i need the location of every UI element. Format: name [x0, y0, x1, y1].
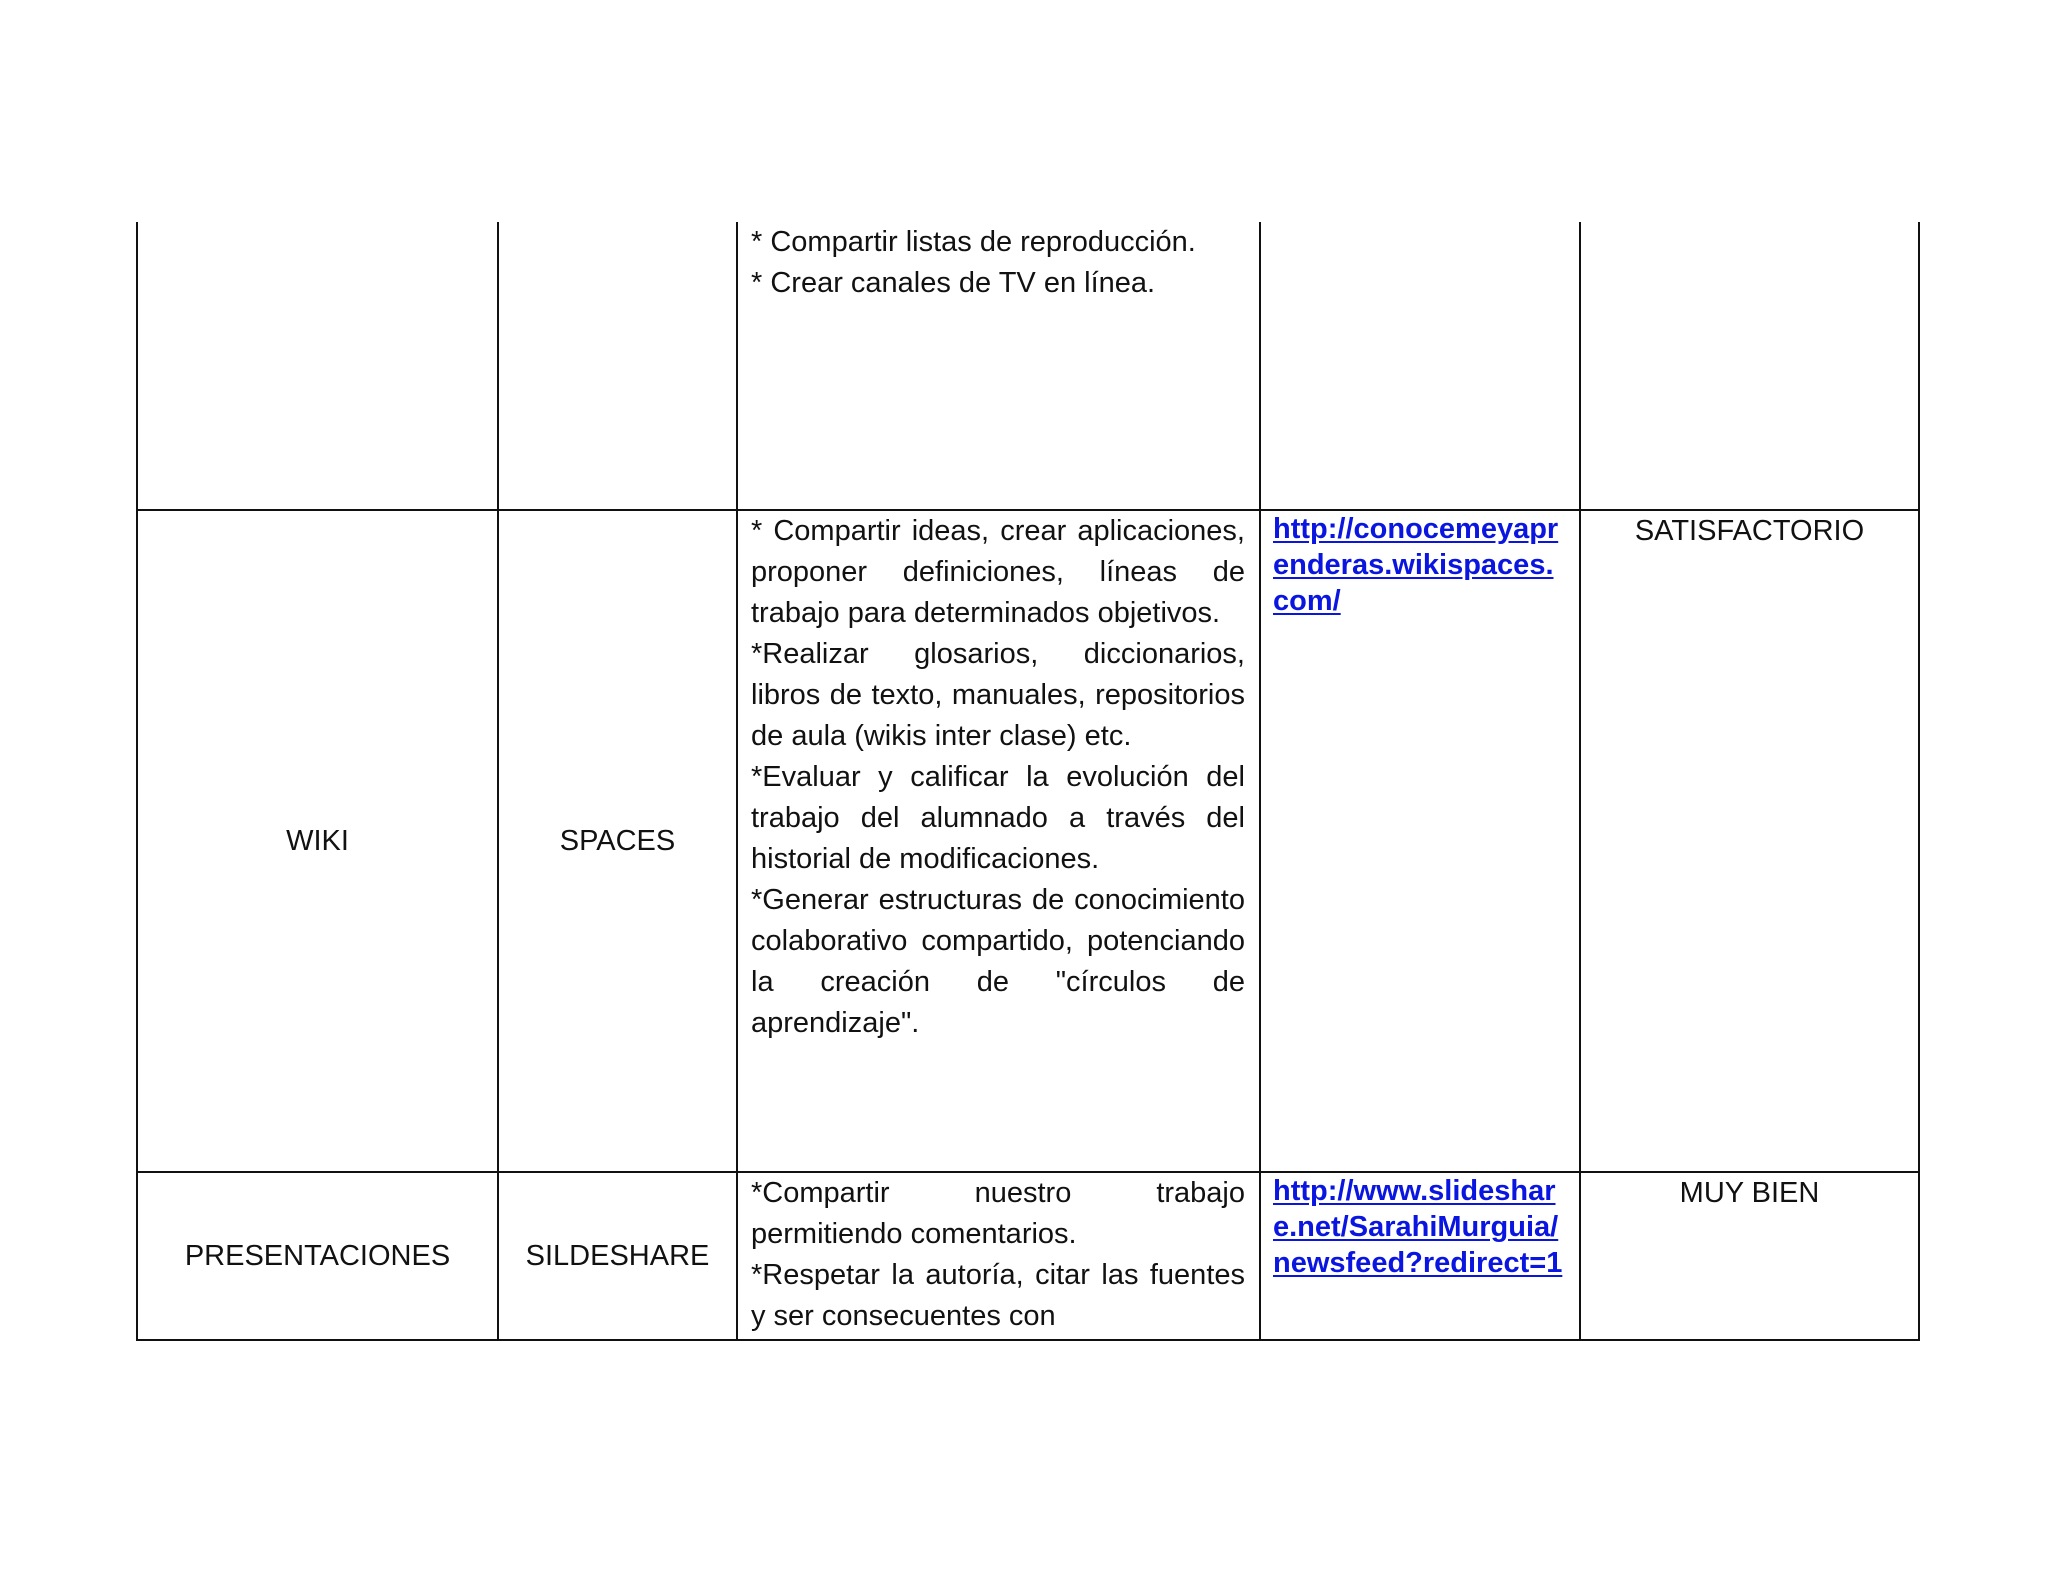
description-item: * Compartir ideas, crear aplicaciones, proponer definiciones, líneas de trabajo para determinados objetivos. [751, 515, 1245, 629]
link-cell [1260, 510, 1580, 1172]
table-row [137, 222, 1919, 510]
tool-cell [498, 510, 737, 1172]
slideshare-link[interactable]: http://www.slideshare.net/SarahiMurguia/newsfeed?redirect=1 [1273, 1175, 1563, 1279]
category-cell [137, 510, 498, 1172]
tool-cell [498, 222, 737, 510]
resources-table [136, 222, 1920, 1341]
tool-label: SPACES [559, 824, 676, 857]
description-item: *Generar estructuras de conocimiento colaborativo compartido, potenciando la creación de "círculos de aprendizaje". [751, 884, 1245, 1039]
description-cell [737, 1172, 1260, 1340]
category-label: PRESENTACIONES [184, 1239, 451, 1272]
table-row [137, 510, 1919, 1172]
description-item: *Realizar glosarios, diccionarios, libros de texto, manuales, repositorios de aula (wikis inter clase) etc. [751, 638, 1245, 752]
description-item: * Crear canales de TV en línea. [751, 267, 1156, 299]
evaluation-cell [1580, 222, 1919, 510]
category-cell [137, 1172, 498, 1340]
link-cell [1260, 1172, 1580, 1340]
evaluation-label: MUY BIEN [1679, 1177, 1820, 1209]
tool-cell [498, 1172, 737, 1340]
tool-label: SILDESHARE [525, 1239, 710, 1272]
description-item: *Evaluar y calificar la evolución del trabajo del alumnado a través del historial de modificaciones. [751, 761, 1245, 875]
description-item: * Compartir listas de reproducción. [751, 226, 1196, 258]
link-cell [1260, 222, 1580, 510]
description-item: *Respetar la autoría, citar las fuentes y ser consecuentes con [751, 1259, 1245, 1332]
description-item: *Compartir nuestro trabajo permitiendo comentarios. [751, 1177, 1245, 1250]
category-cell [137, 222, 498, 510]
evaluation-cell [1580, 510, 1919, 1172]
table-row [137, 1172, 1919, 1340]
category-label: WIKI [286, 824, 349, 857]
evaluation-cell [1580, 1172, 1919, 1340]
description-cell [737, 222, 1260, 510]
wikispaces-link[interactable]: http://conocemeyaprenderas.wikispaces.com/ [1273, 513, 1559, 617]
evaluation-label: SATISFACTORIO [1634, 515, 1865, 547]
description-cell [737, 510, 1260, 1172]
